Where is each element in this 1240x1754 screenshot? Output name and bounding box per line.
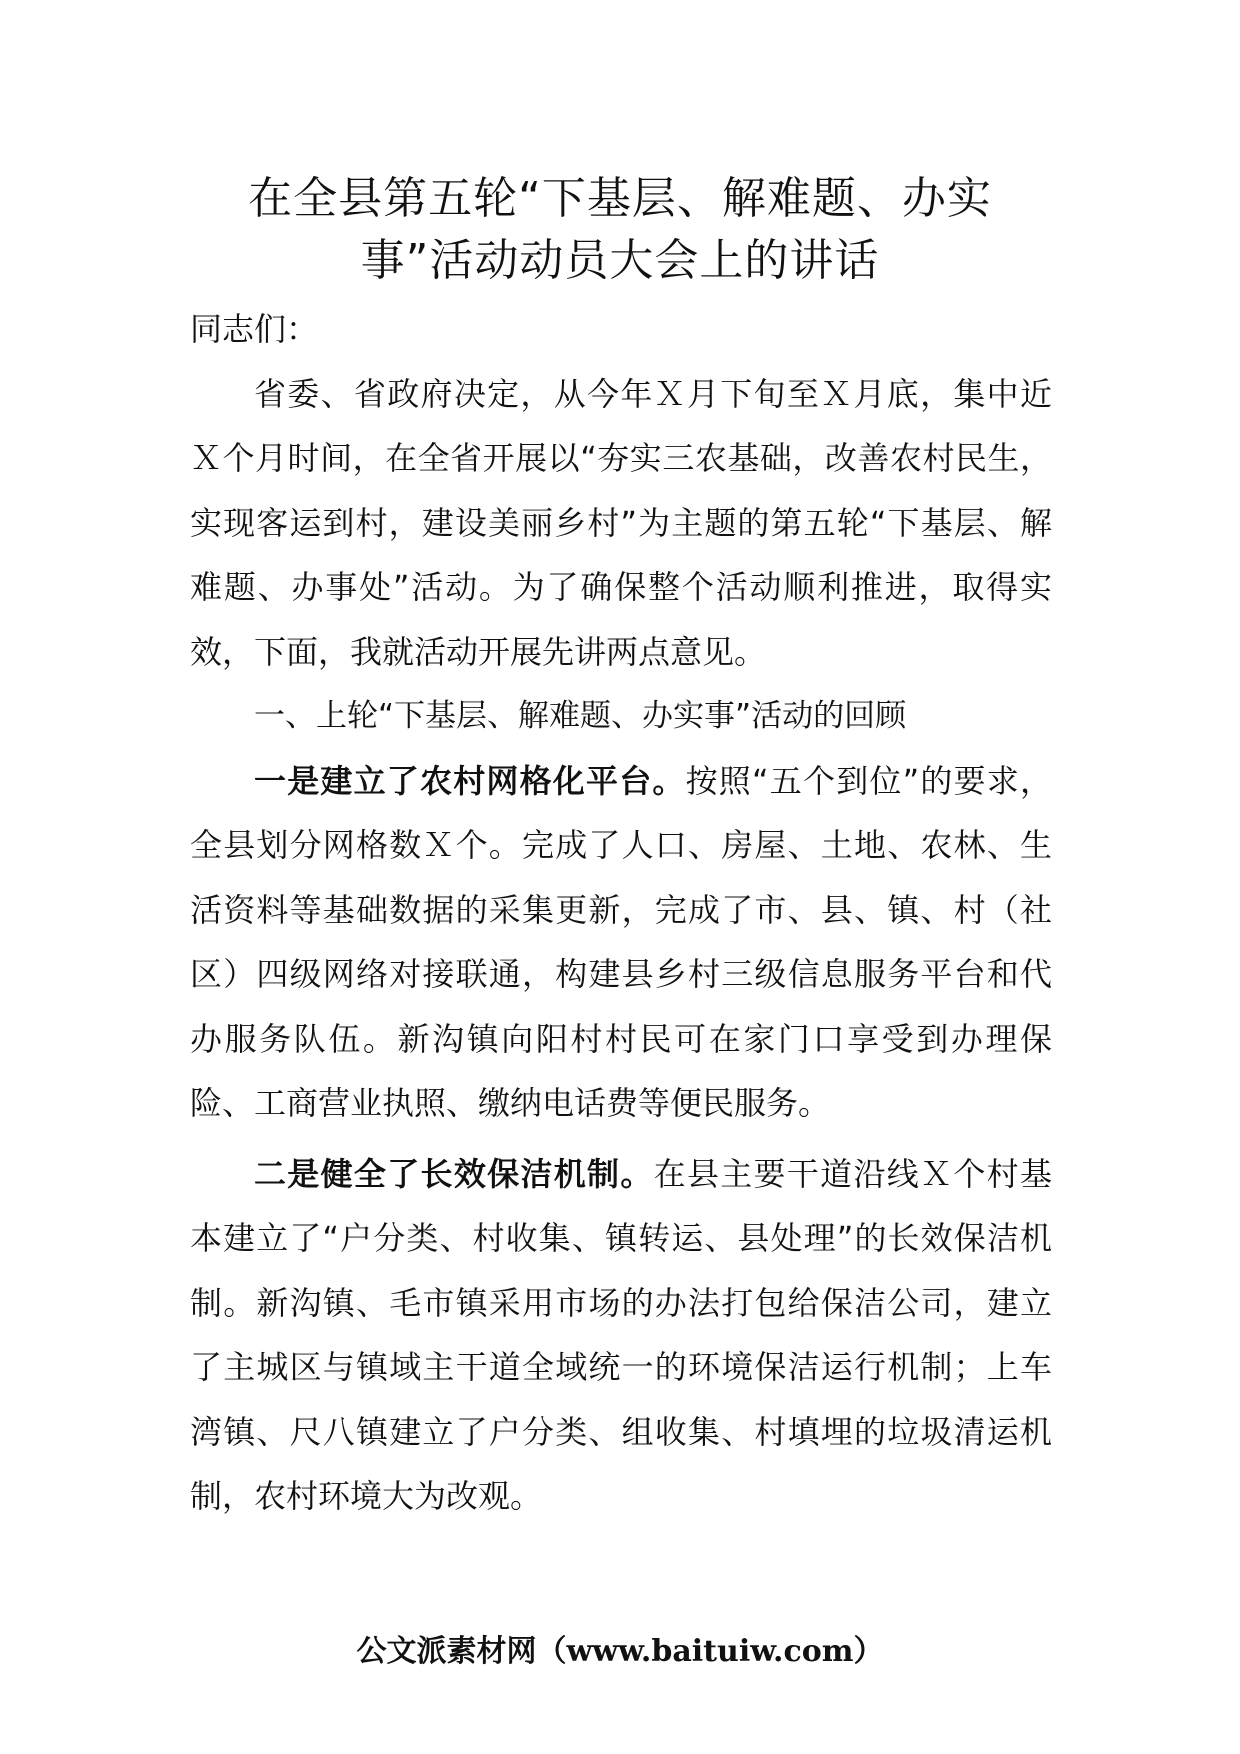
- footer-watermark: 公文派素材网（www.baituiw.com）: [356, 1634, 884, 1669]
- document-title: [190, 168, 1050, 292]
- point-2-text: 在县主要干道沿线Ｘ个村基本建立了“户分类、村收集、镇转运、县处理”的长效保洁机制。新沟镇、毛市镇采用市场的办法打包给保洁公司，建立了主城区与镇域主干道全域统一的环境保洁运行机制；上车湾镇、尺八镇建立了户分类、组收集、村填埋的垃圾清运机制，农村环境大为改观。: [190, 1154, 1052, 1515]
- greeting: 同志们：: [190, 310, 319, 348]
- title-line-1: 在全县第五轮“下基层、解难题、办实: [248, 173, 992, 224]
- point-1-paragraph: [190, 749, 1052, 1136]
- point-1-lead: 一是建立了农村网格化平台。: [254, 761, 686, 800]
- point-2-lead: 二是健全了长效保洁机制。: [254, 1154, 654, 1193]
- document-body: [190, 297, 1052, 1529]
- point-2-paragraph: [190, 1142, 1052, 1529]
- section-1-heading: 一、上轮“下基层、解难题、办实事”活动的回顾: [254, 698, 907, 734]
- intro-paragraph: 省委、省政府决定，从今年Ｘ月下旬至Ｘ月底，集中近Ｘ个月时间，在全省开展以“夯实三农基础，改善农村民生，实现客运到村，建设美丽乡村”为主题的第五轮“下基层、解难题、办事处”活动。为了确保整个活动顺利推进，取得实效，下面，我就活动开展先讲两点意见。: [190, 374, 1052, 671]
- point-1-text: 按照“五个到位”的要求，全县划分网格数Ｘ个。完成了人口、房屋、土地、农林、生活资料等基础数据的采集更新，完成了市、县、镇、村（社区）四级网络对接联通，构建县乡村三级信息服务平台和代办服务队伍。新沟镇向阳村村民可在家门口享受到办理保险、工商营业执照、缴纳电话费等便民服务。: [190, 761, 1052, 1122]
- title-line-2: 事”活动动员大会上的讲话: [360, 235, 880, 286]
